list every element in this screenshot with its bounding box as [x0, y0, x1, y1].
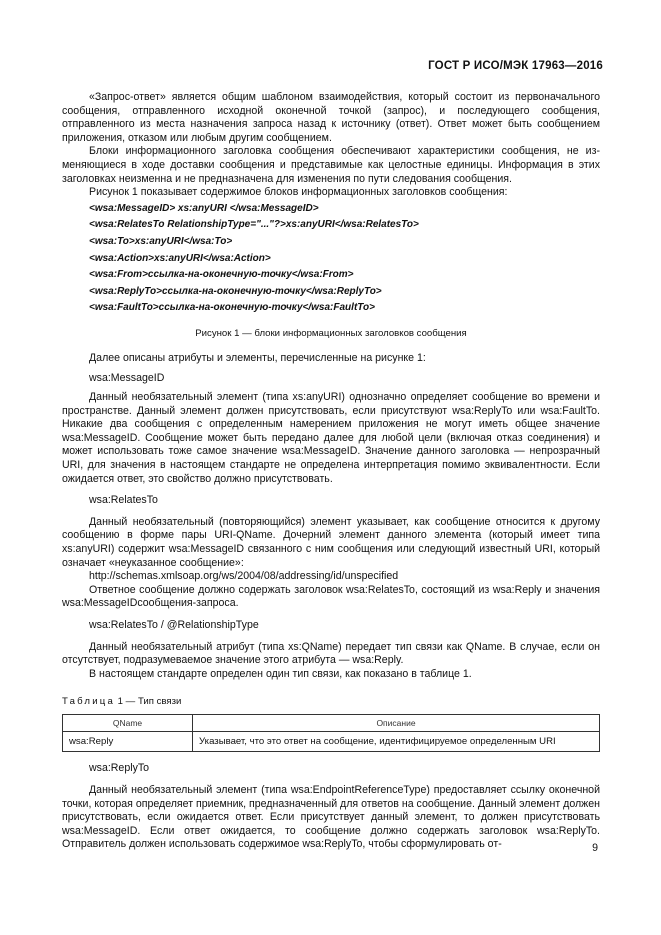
- term-replyto: wsa:ReplyTo: [89, 762, 150, 775]
- code-line: <wsa:FaultTo>ссылка-на-оконечную-точку</wsa:FaultTo>: [89, 302, 375, 314]
- table-row: [63, 732, 600, 752]
- paragraph-relationship-type: Данный необязательный атрибут (типа xs:QName) передает тип связи как QName. В случае, если он отсутствует, подразумеваемое значение этого атрибута — wsa:Reply.: [62, 640, 600, 667]
- page-content: [62, 91, 600, 852]
- code-line: <wsa:MessageID> xs:anyURI </wsa:MessageID>: [89, 202, 319, 214]
- paragraph-relationship-table-ref: В настоящем стандарте определен один тип связи, как показано в таблице 1.: [89, 667, 472, 680]
- code-line: <wsa:ReplyTo>ссылка-на-оконечную-точку</wsa:ReplyTo>: [89, 285, 382, 297]
- table-caption-title: 1 — Тип связи: [115, 696, 182, 708]
- term-messageid: wsa:MessageID: [89, 371, 165, 384]
- table-caption: [62, 695, 600, 708]
- paragraph-relatesto: Данный необязательный (повторяющийся) элемент указывает, как сообщение относится к другому сообщению в форме пары URI-QName. Дочерний элемент данного элемента (который имеет типа xs:anyURI) содержит wsa:MessageID связанного с ним сообщения или следующий известный URI, который означает «неуказанное сообщение»:: [62, 515, 600, 569]
- page-number: 9: [592, 842, 598, 854]
- code-line: <wsa:RelatesTo RelationshipType="..."?>xs:anyURI</wsa:RelatesTo>: [89, 219, 419, 231]
- table-header-row: [63, 715, 600, 732]
- table-caption-label: Таблица: [62, 696, 116, 708]
- paragraph-relatesto-reply: Ответное сообщение должно содержать заголовок wsa:RelatesTo, состоящий из wsa:Reply и значения wsa:MessageIDсообщения-запроса.: [62, 583, 600, 610]
- figure-code-block: [62, 201, 600, 317]
- table-cell-qname: wsa:Reply: [63, 732, 193, 752]
- figure-caption: Рисунок 1 — блоки информационных заголовков сообщения: [195, 327, 467, 339]
- paragraph-info-headers: Блоки информационного заголовка сообщения обеспечивают характеристики сообщения, не изменяющиеся в ходе доставки сообщения и представимые как целостные единицы. Информация в этих заголовках неизменна и не предназначена для изменения по пути следования сообщения.: [62, 145, 600, 185]
- code-line: <wsa:From>ссылка-на-оконечную-точку</wsa:From>: [89, 269, 354, 281]
- relationship-type-table: [62, 714, 600, 752]
- term-relatesto: wsa:RelatesTo: [89, 494, 158, 507]
- column-header-description: Описание: [193, 715, 600, 732]
- paragraph-request-response: «Запрос-ответ» является общим шаблоном взаимодействия, который состоит из первоначального сообщения, отправленного исходной оконечной точкой (запрос), и последующего сообщения, отправленного из места назначения запроса назад к источнику (ответ). Ответ может быть сообщением приложения, отказом или любым другим сообщением.: [62, 91, 600, 144]
- paragraph-messageid: Данный необязательный элемент (типа xs:anyURI) однозначно определяет сообщение во времени и пространстве. Данный элемент должен присутствовать, если присутствуют wsa:ReplyTo или wsa:FaultTo. Никакие два сообщения с определенным намерением приложения не могут иметь общее значение wsa:MessageID. Сообщение может быть передано далее для любой цели (включая отказ соединения) и может использовать тоже самое значение wsa:MessageID. Значение данного заголовка — непрозрачный URI, для значения в настоящем стандарте не определена интерпретация помимо эквивалентности. Если ожидается ответ, это свойство должно присутствовать.: [62, 391, 600, 485]
- column-header-qname: QName: [63, 715, 193, 732]
- term-relationship-type: wsa:RelatesTo / @RelationshipType: [89, 619, 259, 631]
- paragraph-figure-intro: Рисунок 1 показывает содержимое блоков информационных заголовков сообщения:: [89, 186, 508, 199]
- document-header: ГОСТ Р ИСО/МЭК 17963—2016: [428, 60, 603, 72]
- paragraph-attributes-intro: Далее описаны атрибуты и элементы, перечисленные на рисунке 1:: [89, 351, 426, 364]
- code-line: <wsa:Action>xs:anyURI</wsa:Action>: [89, 252, 271, 264]
- relatesto-uri: http://schemas.xmlsoap.org/ws/2004/08/addressing/id/unspecified: [89, 570, 399, 583]
- code-line: <wsa:To>xs:anyURI</wsa:To>: [89, 235, 233, 247]
- table-cell-description: Указывает, что это ответ на сообщение, идентифицируемое определенным URI: [193, 732, 600, 752]
- paragraph-replyto: Данный необязательный элемент (типа wsa:EndpointReferenceType) предоставляет ссылку оконечной точки, которая определяет приемник, предназначенный для ответов на сообщение. Данный элемент должен присутствовать, если ожидается ответ. Если присутствует данный элемент, то должен присутствовать wsa:MessageID. Если ответ ожидается, то сообщение должно содержать заголовок wsa:ReplyTo. Отправитель должен использовать содержимое wsa:ReplyTo, чтобы сформулировать от-: [62, 783, 601, 851]
